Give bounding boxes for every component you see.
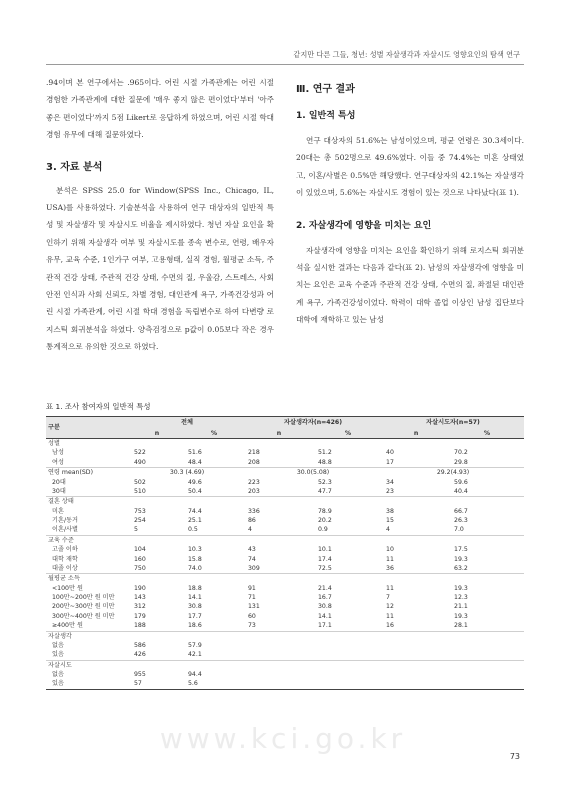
empty-cell [130, 631, 184, 641]
percent-cell: 17.5 [454, 546, 468, 554]
intro-paragraph: .94이며 본 연구에서는 .965이다. 어린 시절 가족관계는 어린 시절 경험한 가족관계에 대한 질문에 '매우 좋지 않은 편이었다'부터 '아주 좋은 편이었다'까지 5점 Likert로 응답하게 하였으며, 어린 시절 학대 경험 유무에 대해 질문하였다. [46, 78, 274, 140]
section-heading-results: Ⅲ. 연구 결과 [296, 84, 355, 95]
count-cell: 223 [248, 478, 260, 486]
count-cell: 179 [134, 612, 146, 620]
row-label: 200만~300만 원 미만 [52, 603, 115, 611]
row-label: 여성 [52, 458, 64, 466]
empty-cell [130, 535, 184, 545]
row-label: 없음 [52, 641, 64, 649]
percent-cell: 52.3 [318, 478, 332, 486]
running-head: 같지만 다른 그들, 청년: 성별 자살생각과 자살시도 영향요인의 탐색 연구 [293, 50, 520, 59]
row-label: 있음 [52, 651, 64, 659]
row-label: ≥400만 원 [52, 622, 83, 630]
row-label: 300만~400만 원 미만 [52, 612, 115, 620]
count-cell: 11 [386, 555, 394, 563]
percent-cell: 21.1 [454, 603, 468, 611]
percent-cell: 20.2 [318, 517, 332, 524]
row-label: 20대 [52, 478, 66, 486]
count-cell [382, 679, 450, 689]
row-label: 자살생각 [46, 631, 130, 641]
count-cell [382, 650, 450, 660]
empty-cell [130, 497, 184, 507]
percent-cell: 48.4 [188, 458, 202, 466]
percent-cell: 66.7 [454, 507, 468, 515]
percent-cell [450, 650, 524, 660]
percent-cell: 21.4 [318, 584, 332, 592]
empty-cell [244, 631, 314, 641]
count-cell: 91 [248, 584, 256, 592]
row-label: 결혼 상태 [46, 497, 130, 507]
row-label: 있음 [52, 680, 64, 688]
count-cell: 60 [248, 612, 256, 620]
count-cell: 17 [386, 458, 394, 466]
percent-cell: 25.1 [188, 517, 202, 524]
count-cell: 15 [386, 517, 394, 524]
characteristics-table [46, 416, 524, 690]
count-cell [244, 650, 314, 660]
percent-cell: 63.2 [454, 564, 468, 572]
count-cell [382, 670, 450, 679]
empty-cell [184, 631, 244, 641]
table-row [46, 670, 524, 679]
table-row [46, 507, 524, 516]
count-cell [244, 679, 314, 689]
analysis-paragraph: 분석은 SPSS 25.0 for Window(SPSS Inc., Chicago, IL, USA)를 사용하였다. 기술분석을 사용하여 연구 대상자의 일반적 특성 및 자살생각 및 자살시도 비율을 제시하였다. 청년 자살 요인을 확인하기 위해 자살생각 여부 및 자살시도를 종속 변수로, 연령, 배우자 유무, 교육 수준, 1인가구 여부, 고용형태, 실직 경험, 월평균 소득, 주관적 건강 상태, 주관적 건강 상태, 수면의 질, 우울감, 스트레스, 사회 안전 인식과 사회 신뢰도, 차별 경험, 대인관계 욕구, 가족건강성과 어린 시절 가족관계, 어린 시절 학대 경험을 독립변수로 하여 다변량 로지스틱 회귀분석을 하였다. 양측검정으로 p값이 0.05보다 작은 경우 통계적으로 유의한 것으로 하였다. [46, 185, 274, 352]
count-cell: 38 [386, 507, 394, 515]
percent-cell: 48.8 [318, 458, 332, 466]
count-cell: 23 [386, 487, 394, 495]
row-label: 100만~200만 원 미만 [52, 594, 115, 601]
header-rule [46, 64, 524, 65]
percent-cell: 14.1 [318, 612, 332, 620]
empty-cell [184, 574, 244, 584]
percent-cell: 17.1 [318, 622, 332, 630]
count-cell: 12 [386, 603, 394, 611]
count-cell: 208 [248, 458, 260, 466]
row-label: <100만 원 [52, 584, 83, 592]
count-cell: 10 [386, 546, 394, 554]
page-number: 73 [509, 752, 520, 761]
count-cell: 522 [134, 449, 146, 457]
percent-cell: 19.3 [454, 612, 468, 620]
count-cell: 5 [134, 526, 138, 534]
percent-cell: 16.7 [318, 594, 332, 601]
percent-cell: 28.1 [454, 622, 468, 630]
empty-cell [450, 631, 524, 641]
empty-cell [244, 535, 314, 545]
table-row [46, 641, 524, 650]
count-cell: 190 [134, 584, 146, 592]
table-row [46, 545, 524, 554]
empty-cell [382, 439, 450, 449]
right-column [296, 74, 524, 329]
table-row [46, 621, 524, 631]
count-cell: 336 [248, 507, 260, 515]
table-row [46, 660, 524, 670]
count-cell: 131 [248, 603, 260, 611]
table-row [46, 650, 524, 660]
count-cell: 502 [134, 478, 146, 486]
table-row [46, 612, 524, 621]
count-cell: 40 [386, 449, 394, 457]
empty-cell [314, 574, 382, 584]
percent-cell: 72.5 [318, 564, 332, 572]
percent-cell: 74.4 [188, 507, 202, 515]
table-row [46, 468, 524, 478]
percent-cell: 30.8 [188, 603, 202, 611]
count-cell: 312 [134, 603, 146, 611]
header-pct: % [483, 430, 491, 437]
table-row [46, 564, 524, 574]
count-cell [244, 670, 314, 679]
table-row [46, 487, 524, 497]
percent-cell: 10.3 [188, 546, 202, 554]
count-cell: 7 [386, 594, 390, 601]
table-1 [46, 416, 524, 690]
count-cell: 43 [248, 546, 256, 554]
empty-cell [314, 497, 382, 507]
count-cell: 57 [134, 680, 142, 688]
header-n: n [276, 430, 282, 437]
count-cell: 36 [386, 564, 394, 572]
percent-cell: 47.7 [318, 487, 332, 495]
empty-cell [244, 574, 314, 584]
percent-cell: 78.9 [318, 507, 332, 515]
percent-cell: 29.8 [454, 458, 468, 466]
row-label: 이혼/사별 [52, 526, 78, 534]
percent-cell: 18.8 [188, 584, 202, 592]
percent-cell: 59.6 [454, 478, 468, 486]
count-cell: 73 [248, 622, 256, 630]
percent-cell: 5.6 [188, 680, 198, 688]
percent-cell: 14.1 [188, 594, 202, 601]
count-cell: 490 [134, 458, 146, 466]
subsection-heading-factors: 2. 자살생각에 영향을 미치는 요인 [296, 220, 432, 231]
empty-cell [130, 574, 184, 584]
table-row [46, 478, 524, 487]
header-group-total: 전체 [181, 419, 193, 426]
table-row [46, 497, 524, 507]
header-pct: % [344, 430, 352, 437]
row-label: 미혼 [52, 507, 64, 515]
table-row [46, 525, 524, 535]
empty-cell [450, 535, 524, 545]
count-cell: 160 [134, 555, 146, 563]
percent-cell: 7.0 [454, 526, 464, 534]
percent-cell [450, 641, 524, 650]
empty-cell [382, 574, 450, 584]
row-label: 기혼/동거 [52, 517, 78, 524]
percent-cell: 18.6 [188, 622, 202, 630]
table-title: 표 1. 조사 참여자의 일반적 특성 [46, 402, 151, 411]
row-label: 대졸 이상 [52, 564, 78, 572]
percent-cell [314, 650, 382, 660]
percent-cell [314, 641, 382, 650]
row-label: 성별 [48, 440, 60, 447]
empty-cell [130, 439, 184, 449]
section-heading-data-analysis: 3. 자료 분석 [46, 161, 103, 173]
empty-cell [450, 439, 524, 449]
percent-cell: 17.4 [318, 555, 332, 563]
count-cell: 510 [134, 487, 146, 495]
count-cell: 16 [386, 622, 394, 630]
percent-cell: 57.9 [188, 641, 202, 649]
percent-cell: 40.4 [454, 487, 468, 495]
count-cell: 218 [248, 449, 260, 457]
percent-cell: 74.0 [188, 564, 202, 572]
count-cell: 955 [134, 671, 146, 678]
empty-cell [382, 535, 450, 545]
count-cell: 143 [134, 594, 146, 601]
mean-sd-cell: 30.3 (4.69) [130, 468, 244, 478]
count-cell: 203 [248, 487, 260, 495]
percent-cell: 50.4 [188, 487, 202, 495]
table-row [46, 574, 524, 584]
count-cell: 753 [134, 507, 146, 515]
table-row [46, 516, 524, 525]
empty-cell [130, 660, 184, 670]
header-group-ideation: 자살생각자(n=426) [283, 419, 343, 426]
empty-cell [450, 660, 524, 670]
empty-cell [184, 660, 244, 670]
empty-cell [450, 497, 524, 507]
table-body [46, 439, 524, 690]
percent-cell: 51.2 [318, 449, 332, 457]
count-cell: 4 [248, 526, 252, 534]
header-n: n [154, 430, 160, 437]
count-cell [244, 641, 314, 650]
count-cell [382, 641, 450, 650]
percent-cell: 94.4 [188, 671, 202, 678]
percent-cell: 19.3 [454, 555, 468, 563]
table-row [46, 535, 524, 545]
percent-cell: 49.6 [188, 478, 202, 486]
table-row [46, 679, 524, 689]
header-row-label: 구분 [48, 423, 60, 431]
header-n: n [413, 430, 419, 437]
count-cell: 586 [134, 641, 146, 649]
empty-cell [382, 660, 450, 670]
count-cell: 104 [134, 546, 146, 554]
percent-cell: 17.7 [188, 612, 202, 620]
table-row [46, 584, 524, 593]
table-row [46, 458, 524, 468]
empty-cell [184, 497, 244, 507]
empty-cell [314, 631, 382, 641]
count-cell: 34 [386, 478, 394, 486]
percent-cell: 10.1 [318, 546, 332, 554]
count-cell: 4 [386, 526, 390, 534]
percent-cell [314, 670, 382, 679]
row-label: 고졸 이하 [52, 546, 78, 554]
percent-cell [450, 679, 524, 689]
table-row [46, 448, 524, 457]
subsection-heading-general: 1. 일반적 특성 [296, 111, 356, 121]
empty-cell [244, 497, 314, 507]
count-cell: 254 [134, 517, 146, 524]
percent-cell: 42.1 [188, 651, 202, 659]
factors-paragraph: 자살생각에 영향을 미치는 요인을 확인하기 위해 로지스틱 회귀분석을 실시한 결과는 다음과 같다(표 2). 남성의 자살생각에 영향을 미치는 요인은 교육 수준과 주관적 건강 상태, 수면의 질, 좌절된 대인관계 욕구, 가족건강성이었다. 학력이 대학 졸업 이상인 남성 집단보다 대학에 재학하고 있는 남성 [296, 245, 524, 325]
count-cell: 86 [248, 517, 256, 524]
header-group-attempt: 자살시도자(n=57) [426, 419, 480, 426]
table-row [46, 602, 524, 611]
header-pct: % [210, 430, 218, 437]
empty-cell [382, 497, 450, 507]
percent-cell: 15.8 [188, 555, 202, 563]
table-row [46, 439, 524, 449]
percent-cell: 19.3 [454, 584, 468, 592]
empty-cell [244, 660, 314, 670]
mean-sd-cell: 30.0(5.08) [244, 468, 382, 478]
empty-cell [184, 439, 244, 449]
percent-cell: 0.5 [188, 526, 198, 534]
percent-cell: 51.6 [188, 449, 202, 457]
mean-sd-cell: 29.2(4.93) [382, 468, 524, 478]
row-label: 교육 수준 [46, 535, 130, 545]
row-label: 없음 [52, 671, 64, 678]
percent-cell: 0.9 [318, 526, 328, 534]
count-cell: 11 [386, 584, 394, 592]
watermark: www.kci.go.kr [159, 722, 407, 755]
count-cell: 188 [134, 622, 146, 630]
table-row [46, 555, 524, 564]
row-label: 대학 재학 [52, 555, 78, 563]
percent-cell: 26.3 [454, 517, 468, 524]
empty-cell [314, 535, 382, 545]
count-cell: 750 [134, 564, 146, 572]
count-cell: 71 [248, 594, 256, 601]
count-cell: 11 [386, 612, 394, 620]
percent-cell [450, 670, 524, 679]
row-label: 남성 [52, 449, 64, 457]
row-label: 연령 mean(SD) [46, 468, 130, 478]
table-row [46, 593, 524, 602]
percent-cell: 30.8 [318, 603, 332, 611]
row-label: 자살시도 [46, 660, 130, 670]
empty-cell [314, 660, 382, 670]
empty-cell [382, 631, 450, 641]
percent-cell: 12.3 [454, 594, 468, 601]
general-paragraph: 연구 대상자의 51.6%는 남성이었으며, 평균 연령은 30.3세이다. 20대는 총 502명으로 49.6%였다. 이들 중 74.4%는 미혼 상태였고, 이혼/사별은 0.5%만 해당했다. 연구대상자의 42.1%는 자살생각이 있었으며, 5.6%는 자살시도 경험이 있는 것으로 나타났다(표 1). [296, 136, 524, 198]
empty-cell [184, 535, 244, 545]
count-cell: 309 [248, 564, 260, 572]
left-column [46, 74, 274, 356]
count-cell: 426 [134, 651, 146, 659]
percent-cell: 70.2 [454, 449, 468, 457]
empty-cell [244, 439, 314, 449]
table-row [46, 631, 524, 641]
empty-cell [450, 574, 524, 584]
empty-cell [314, 439, 382, 449]
row-label: 30대 [52, 487, 66, 495]
count-cell: 74 [248, 555, 256, 563]
percent-cell [314, 679, 382, 689]
row-label: 월평균 소득 [46, 574, 130, 584]
